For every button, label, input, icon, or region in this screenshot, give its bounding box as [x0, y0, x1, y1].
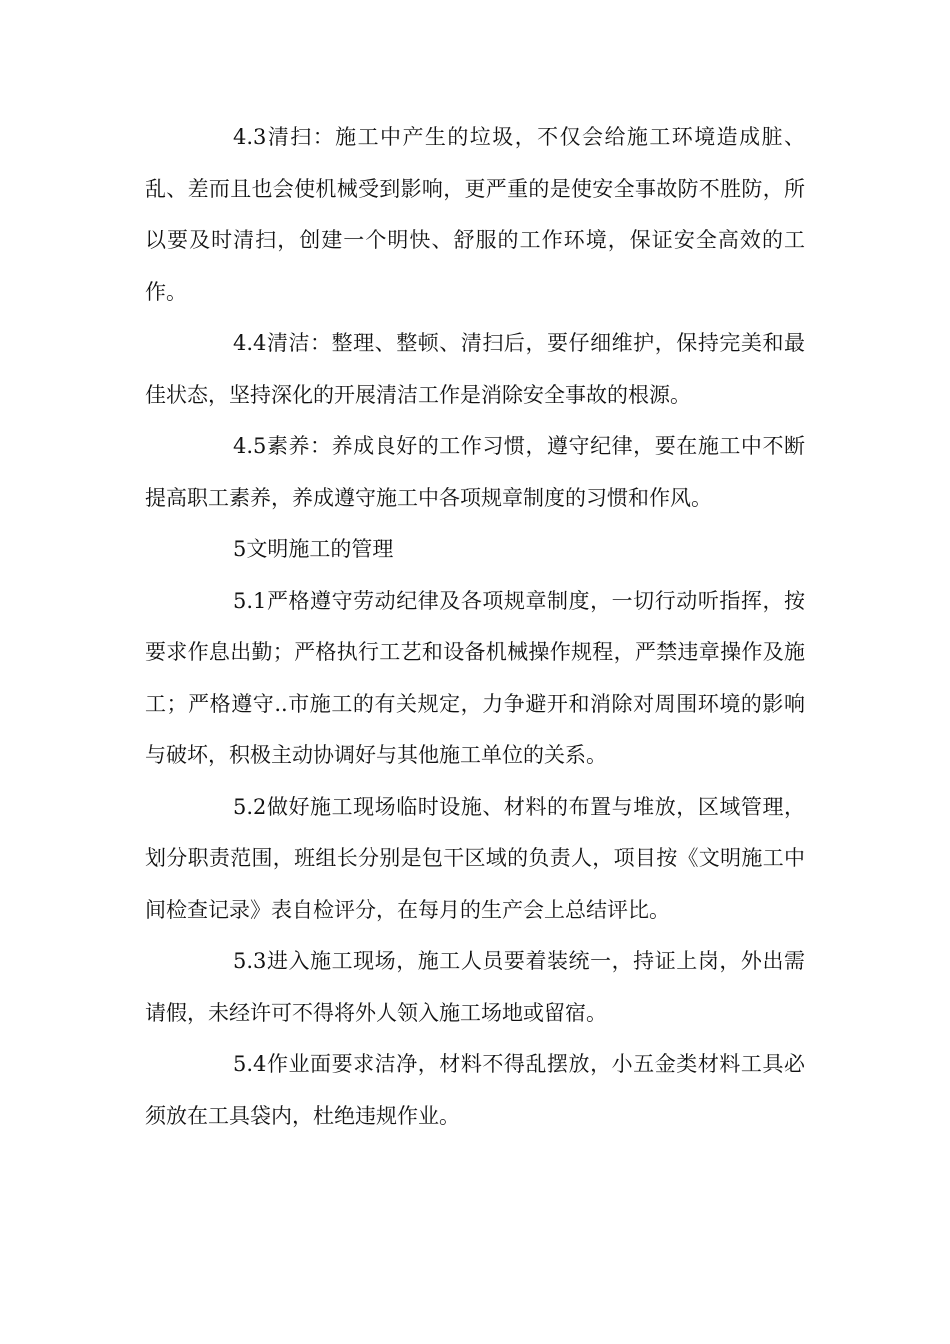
paragraph-5-2: 5.2做好施工现场临时设施、材料的布置与堆放，区域管理，划分职责范围，班组长分别是包干区域的负责人，项目按《文明施工中间检查记录》表自检评分，在每月的生产会上总结评比。	[145, 794, 805, 922]
section-heading-5: 5文明施工的管理	[233, 537, 394, 561]
paragraph-5-4: 5.4作业面要求洁净，材料不得乱摆放，小五金类材料工具必须放在工具袋内，杜绝违规作业。	[145, 1052, 805, 1128]
paragraph-4-4-cleanliness: 4.4清洁：整理、整顿、清扫后，要仔细维护，保持完美和最佳状态，坚持深化的开展清洁工作是消除安全事故的根源。	[145, 331, 805, 407]
paragraph-5-1: 5.1严格遵守劳动纪律及各项规章制度，一切行动听指挥，按要求作息出勤；严格执行工艺和设备机械操作规程，严禁违章操作及施工；严格遵守..市施工的有关规定，力争避开和消除对周围环境的影响与破坏，积极主动协调好与其他施工单位的关系。	[145, 588, 805, 767]
paragraph-4-5-discipline: 4.5素养：养成良好的工作习惯，遵守纪律，要在施工中不断提高职工素养，养成遵守施工中各项规章制度的习惯和作风。	[145, 434, 805, 510]
document-body	[145, 112, 805, 1142]
paragraph-5-3: 5.3进入施工现场，施工人员要着装统一，持证上岗，外出需请假，未经许可不得将外人领入施工场地或留宿。	[145, 949, 805, 1025]
paragraph-4-3-cleaning: 4.3清扫：施工中产生的垃圾，不仅会给施工环境造成脏、乱、差而且也会使机械受到影响，更严重的是使安全事故防不胜防，所以要及时清扫，创建一个明快、舒服的工作环境，保证安全高效的工作。	[145, 125, 805, 304]
